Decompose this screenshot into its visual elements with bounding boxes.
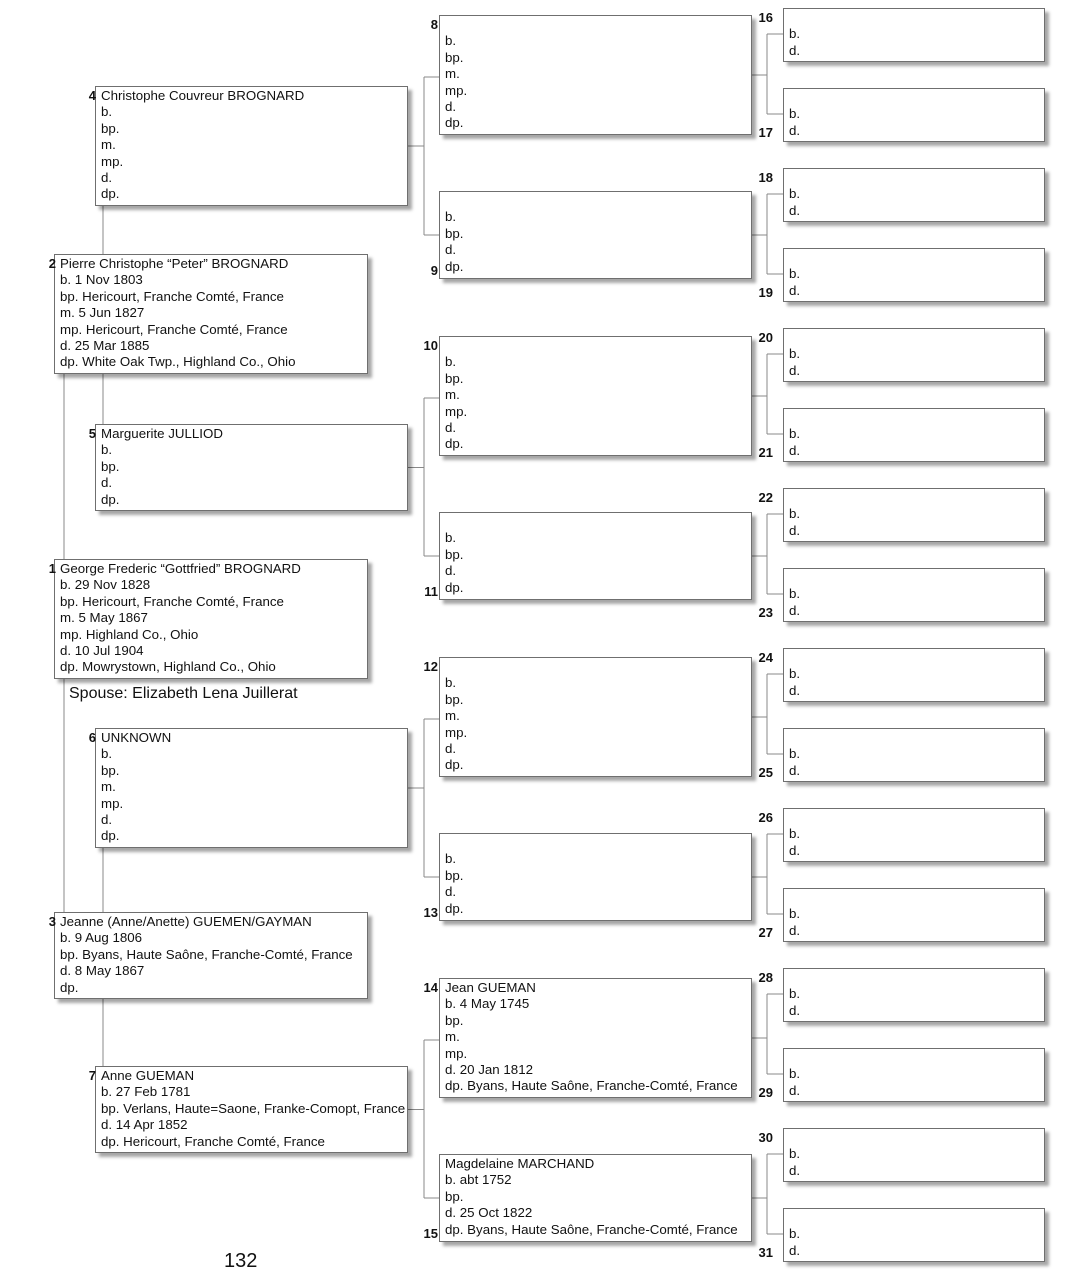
person-details-16 (789, 10, 800, 59)
person-detail-line: b. (445, 675, 457, 691)
person-detail-line: d. (101, 475, 113, 491)
person-detail-line: b. (789, 1066, 801, 1082)
person-number-5: 5 (88, 426, 96, 441)
person-details-21 (789, 410, 800, 459)
person-detail-line: bp. Verlans, Haute=Saone, Franke-Comopt, France (101, 1100, 406, 1116)
person-name: Marguerite JULLIOD (101, 426, 223, 441)
person-detail-line: dp. (60, 979, 79, 995)
person-number-31: 31 (758, 1245, 773, 1260)
person-box-12 (439, 657, 752, 777)
person-detail-line: m. (445, 66, 460, 82)
person-name: Jean GUEMAN (445, 980, 536, 995)
person-name: UNKNOWN (101, 730, 172, 745)
person-name (445, 659, 467, 675)
person-detail-line: m. (101, 137, 116, 153)
person-detail-line: b. 27 Feb 1781 (101, 1084, 191, 1100)
person-number-2: 2 (48, 256, 56, 271)
person-detail-line: dp. (445, 579, 464, 595)
person-detail-line: bp. (445, 867, 464, 883)
person-detail-line: mp. (445, 1045, 468, 1061)
person-number-9: 9 (430, 263, 438, 278)
person-detail-line: b. (789, 26, 801, 42)
person-name: Christophe Couvreur BROGNARD (101, 88, 305, 103)
person-number-1: 1 (48, 561, 56, 576)
person-detail-line: b. (789, 266, 801, 282)
person-details-18 (789, 170, 800, 219)
person-number-8: 8 (430, 17, 438, 32)
person-name (789, 730, 800, 746)
person-detail-line: b. 29 Nov 1828 (60, 577, 151, 593)
person-name (789, 250, 800, 266)
person-name (445, 338, 467, 354)
person-box-23 (783, 568, 1045, 622)
person-name (789, 810, 800, 826)
person-box-26 (783, 808, 1045, 862)
person-detail-line: mp. Highland Co., Ohio (60, 626, 199, 642)
person-name: Magdelaine MARCHAND (445, 1156, 595, 1171)
person-detail-line: d. 14 Apr 1852 (101, 1117, 188, 1133)
person-detail-line: b. (445, 851, 457, 867)
person-detail-line: dp. (101, 828, 120, 844)
person-detail-line: d. (789, 842, 801, 858)
person-detail-line: dp. Hericourt, Franche Comté, France (101, 1133, 325, 1149)
person-details-27 (789, 890, 800, 939)
person-box-17 (783, 88, 1045, 142)
person-detail-line: b. (789, 506, 801, 522)
person-details-9 (445, 193, 464, 275)
person-number-25: 25 (758, 765, 773, 780)
person-number-11: 11 (424, 584, 438, 599)
person-detail-line: d. (789, 762, 801, 778)
person-detail-line: mp. (445, 82, 468, 98)
person-detail-line: d. 25 Oct 1822 (445, 1205, 533, 1221)
person-number-29: 29 (758, 1085, 773, 1100)
person-details-14 (445, 980, 738, 1095)
person-detail-line: b. abt 1752 (445, 1172, 512, 1188)
person-detail-line: d. (789, 1082, 801, 1098)
person-detail-line: d. (789, 1162, 801, 1178)
person-number-10: 10 (423, 338, 438, 353)
person-box-8 (439, 15, 752, 135)
person-detail-line: d. (445, 242, 457, 258)
person-detail-line: d. (789, 1002, 801, 1018)
person-number-4: 4 (88, 88, 96, 103)
person-details-31 (789, 1210, 800, 1259)
person-detail-line: m. (445, 708, 460, 724)
person-detail-line: dp. (101, 491, 120, 507)
person-number-28: 28 (758, 970, 773, 985)
person-detail-line: d. 8 May 1867 (60, 963, 145, 979)
person-details-11 (445, 514, 464, 596)
person-name (789, 90, 800, 106)
person-detail-line: dp. (445, 757, 464, 773)
person-detail-line: bp. (101, 120, 120, 136)
person-detail-line: mp. (101, 795, 124, 811)
page-number: 132 (224, 1250, 258, 1272)
person-detail-line: m. (445, 1029, 460, 1045)
person-details-15 (445, 1156, 738, 1238)
person-box-9 (439, 191, 752, 279)
person-name (789, 490, 800, 506)
person-detail-line: d. (445, 420, 457, 436)
person-detail-line: b. (445, 530, 457, 546)
person-number-13: 13 (423, 905, 438, 920)
person-name (445, 193, 464, 209)
person-number-12: 12 (423, 659, 438, 674)
person-number-17: 17 (758, 125, 773, 140)
person-detail-line: d. 25 Mar 1885 (60, 338, 150, 354)
person-detail-line: d. (445, 563, 457, 579)
person-details-3 (60, 914, 353, 996)
person-detail-line: b. (789, 826, 801, 842)
person-detail-line: mp. (445, 403, 468, 419)
person-number-21: 21 (758, 445, 773, 460)
person-detail-line: bp. Hericourt, Franche Comté, France (60, 288, 284, 304)
person-detail-line: dp. (445, 900, 464, 916)
person-number-27: 27 (758, 925, 773, 940)
person-detail-line: dp. (445, 258, 464, 274)
person-details-23 (789, 570, 800, 619)
person-box-11 (439, 512, 752, 600)
person-number-7: 7 (88, 1068, 96, 1083)
person-box-25 (783, 728, 1045, 782)
person-detail-line: bp. Hericourt, Franche Comté, France (60, 593, 284, 609)
person-detail-line: b. (789, 1226, 801, 1242)
person-box-16 (783, 8, 1045, 62)
person-detail-line: b. (789, 666, 801, 682)
person-detail-line: dp. Byans, Haute Saône, Franche-Comté, France (445, 1221, 738, 1237)
person-detail-line: b. 1 Nov 1803 (60, 272, 143, 288)
person-detail-line: b. (789, 106, 801, 122)
person-detail-line: m. (101, 779, 116, 795)
person-name: Pierre Christophe “Peter” BROGNARD (60, 256, 289, 271)
person-name (789, 570, 800, 586)
person-name (789, 890, 800, 906)
person-details-26 (789, 810, 800, 859)
person-detail-line: b. (101, 104, 113, 120)
person-detail-line: bp. (445, 1188, 464, 1204)
person-box-18 (783, 168, 1045, 222)
person-number-24: 24 (758, 650, 773, 665)
person-box-20 (783, 328, 1045, 382)
person-detail-line: d. (445, 741, 457, 757)
person-detail-line: dp. (445, 115, 464, 131)
person-details-8 (445, 17, 467, 132)
person-detail-line: d. (789, 42, 801, 58)
person-number-18: 18 (758, 170, 773, 185)
person-name: Jeanne (Anne/Anette) GUEMEN/GAYMAN (60, 914, 312, 929)
person-name (789, 10, 800, 26)
person-name (789, 410, 800, 426)
person-details-13 (445, 835, 464, 917)
person-box-19 (783, 248, 1045, 302)
person-detail-line: d. (789, 362, 801, 378)
person-details-6 (101, 730, 171, 845)
person-name (445, 835, 464, 851)
person-detail-line: d. 20 Jan 1812 (445, 1062, 533, 1078)
person-box-13 (439, 833, 752, 921)
person-details-20 (789, 330, 800, 379)
person-detail-line: dp. White Oak Twp., Highland Co., Ohio (60, 354, 296, 370)
person-detail-line: bp. (445, 49, 464, 65)
person-detail-line: d. (789, 1242, 801, 1258)
person-detail-line: d. (445, 884, 457, 900)
person-details-1 (60, 561, 301, 676)
person-details-10 (445, 338, 467, 453)
person-detail-line: bp. (445, 546, 464, 562)
person-details-5 (101, 426, 223, 508)
person-detail-line: dp. Byans, Haute Saône, Franche-Comté, France (445, 1078, 738, 1094)
person-name (789, 970, 800, 986)
person-number-6: 6 (88, 730, 96, 745)
person-detail-line: b. (789, 746, 801, 762)
person-detail-line: bp. (445, 691, 464, 707)
person-number-14: 14 (423, 980, 438, 995)
person-detail-line: m. (445, 387, 460, 403)
person-detail-line: b. (101, 746, 113, 762)
person-box-28 (783, 968, 1045, 1022)
person-detail-line: bp. (101, 458, 120, 474)
person-details-17 (789, 90, 800, 139)
person-details-19 (789, 250, 800, 299)
person-detail-line: b. 9 Aug 1806 (60, 930, 143, 946)
person-details-4 (101, 88, 304, 203)
person-detail-line: bp. (445, 225, 464, 241)
person-detail-line: dp. (445, 436, 464, 452)
person-details-12 (445, 659, 467, 774)
person-detail-line: d. 10 Jul 1904 (60, 643, 144, 659)
person-number-22: 22 (758, 490, 773, 505)
person-name (445, 514, 464, 530)
person-detail-line: bp. (445, 370, 464, 386)
person-detail-line: m. 5 May 1867 (60, 610, 148, 626)
person-name: Anne GUEMAN (101, 1068, 195, 1083)
person-detail-line: d. (789, 682, 801, 698)
person-detail-line: bp. Byans, Haute Saône, Franche-Comté, France (60, 946, 353, 962)
person-detail-line: d. (789, 282, 801, 298)
person-details-30 (789, 1130, 800, 1179)
person-detail-line: d. (789, 202, 801, 218)
person-details-7 (101, 1068, 405, 1150)
person-detail-line: mp. (445, 724, 468, 740)
person-detail-line: b. (789, 906, 801, 922)
spouse-line: Spouse: Elizabeth Lena Juillerat (69, 685, 298, 702)
person-detail-line: m. 5 Jun 1827 (60, 305, 145, 321)
person-detail-line: d. (789, 122, 801, 138)
person-detail-line: d. (789, 922, 801, 938)
person-number-20: 20 (758, 330, 773, 345)
person-details-25 (789, 730, 800, 779)
person-detail-line: b. 4 May 1745 (445, 996, 530, 1012)
person-detail-line: b. (101, 442, 113, 458)
person-number-26: 26 (758, 810, 773, 825)
person-detail-line: d. (445, 99, 457, 115)
person-box-24 (783, 648, 1045, 702)
person-number-19: 19 (758, 285, 773, 300)
person-detail-line: mp. (101, 153, 124, 169)
person-detail-line: b. (789, 586, 801, 602)
person-detail-line: b. (789, 426, 801, 442)
person-box-27 (783, 888, 1045, 942)
person-number-30: 30 (758, 1130, 773, 1145)
person-box-29 (783, 1048, 1045, 1102)
person-number-3: 3 (48, 914, 56, 929)
person-details-28 (789, 970, 800, 1019)
person-detail-line: b. (445, 209, 457, 225)
person-detail-line: d. (789, 522, 801, 538)
person-number-23: 23 (758, 605, 773, 620)
person-detail-line: b. (789, 346, 801, 362)
person-detail-line: b. (445, 354, 457, 370)
person-number-16: 16 (758, 10, 773, 25)
person-box-21 (783, 408, 1045, 462)
person-detail-line: b. (789, 1146, 801, 1162)
person-detail-line: d. (101, 812, 113, 828)
person-name (789, 1210, 800, 1226)
person-detail-line: bp. (101, 762, 120, 778)
person-detail-line: b. (789, 186, 801, 202)
person-box-22 (783, 488, 1045, 542)
person-detail-line: d. (101, 170, 113, 186)
person-details-29 (789, 1050, 800, 1099)
person-name: George Frederic “Gottfried” BROGNARD (60, 561, 301, 576)
person-name (445, 17, 467, 33)
person-detail-line: mp. Hericourt, Franche Comté, France (60, 321, 288, 337)
person-name (789, 330, 800, 346)
person-name (789, 1130, 800, 1146)
person-box-10 (439, 336, 752, 456)
person-detail-line: dp. Mowrystown, Highland Co., Ohio (60, 659, 276, 675)
person-detail-line: bp. (445, 1012, 464, 1028)
person-number-15: 15 (423, 1226, 438, 1241)
person-box-31 (783, 1208, 1045, 1262)
person-box-30 (783, 1128, 1045, 1182)
person-detail-line: d. (789, 602, 801, 618)
person-name (789, 1050, 800, 1066)
person-detail-line: dp. (101, 186, 120, 202)
person-detail-line: d. (789, 442, 801, 458)
person-name (789, 170, 800, 186)
person-details-22 (789, 490, 800, 539)
person-detail-line: b. (789, 986, 801, 1002)
person-name (789, 650, 800, 666)
person-details-2 (60, 256, 296, 371)
person-details-24 (789, 650, 800, 699)
person-detail-line: b. (445, 33, 457, 49)
